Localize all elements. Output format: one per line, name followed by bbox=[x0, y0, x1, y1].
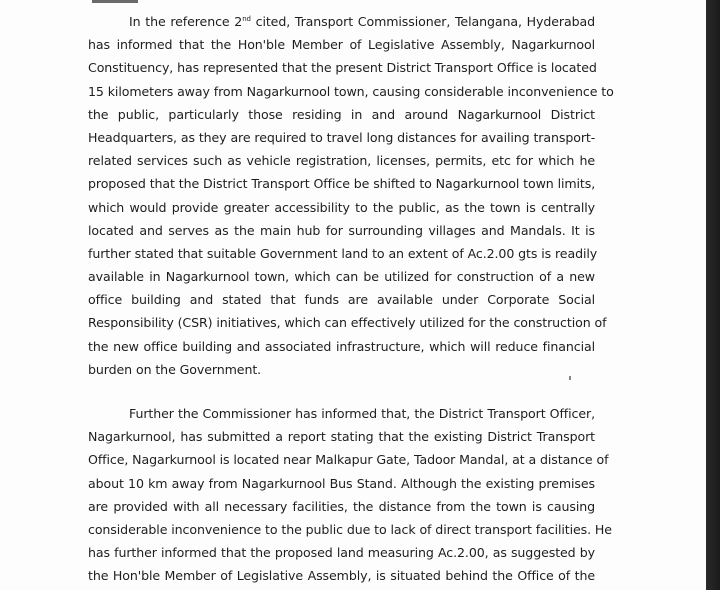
text-line: proposed that the District Transport Office be shifted to Nagarkurnool town limits, bbox=[88, 176, 596, 192]
ordinal-superscript: nd bbox=[242, 15, 251, 23]
text-line: the Hon'ble Member of Legislative Assembly, is situated behind the Office of the bbox=[88, 568, 595, 584]
text-line: considerable inconvenience to the public due to lack of direct transport facilities. He bbox=[88, 521, 612, 537]
text-line: 15 kilometers away from Nagarkurnool town, causing considerable inconvenience to bbox=[88, 83, 614, 99]
text-line: Further the Commissioner has informed that, the District Transport Officer, bbox=[129, 406, 595, 421]
text-line: related services such as vehicle registration, licenses, permits, etc for which he bbox=[88, 153, 595, 169]
paragraph-1 bbox=[88, 10, 614, 381]
text-line: about 10 km away from Nagarkurnool Bus Stand. Although the existing premises bbox=[88, 475, 595, 491]
text-line: the new office building and associated infrastructure, which will reduce financial bbox=[88, 338, 595, 354]
line-text: cited, Transport Commissioner, Telangana, Hyderabad bbox=[250, 14, 595, 29]
text-line: available in Nagarkurnool town, which can be utilized for construction of a new bbox=[88, 269, 595, 285]
text-line: which would provide greater accessibility to the public, as the town is centrally bbox=[88, 199, 595, 215]
text-line: burden on the Government. bbox=[88, 361, 262, 377]
text-line: further stated that suitable Government land to an extent of Ac.2.00 gts is readily bbox=[88, 245, 598, 261]
text-line: Responsibility (CSR) initiatives, which can effectively utilized for the construction of bbox=[88, 315, 607, 331]
document-body bbox=[88, 10, 614, 588]
text-line: office building and stated that funds are available under Corporate Social bbox=[88, 292, 595, 308]
underline-fragment bbox=[92, 0, 138, 3]
text-line: located and serves as the main hub for surrounding villages and Mandals. It is bbox=[88, 222, 595, 238]
text-line: the public, particularly those residing in and around Nagarkurnool District bbox=[88, 106, 595, 122]
text-line: Headquarters, as they are required to travel long distances for availing transport- bbox=[88, 129, 596, 145]
paragraph-2 bbox=[88, 402, 612, 588]
text-line: Constituency, has represented that the present District Transport Office is located bbox=[88, 60, 597, 76]
text-line: are provided with all necessary facilities, the distance from the town is causing bbox=[88, 498, 595, 514]
scan-artifact bbox=[569, 376, 571, 380]
page-edge-border bbox=[706, 0, 720, 590]
line-text: In the reference 2 bbox=[129, 14, 243, 29]
text-line: Nagarkurnool, has submitted a report stating that the existing District Transport bbox=[88, 429, 595, 445]
text-line bbox=[88, 10, 595, 33]
text-line: Office, Nagarkurnool is located near Malkapur Gate, Tadoor Mandal, at a distance of bbox=[88, 452, 609, 468]
text-line: has further informed that the proposed land measuring Ac.2.00, as suggested by bbox=[88, 545, 595, 561]
text-line: has informed that the Hon'ble Member of Legislative Assembly, Nagarkurnool bbox=[88, 37, 595, 53]
